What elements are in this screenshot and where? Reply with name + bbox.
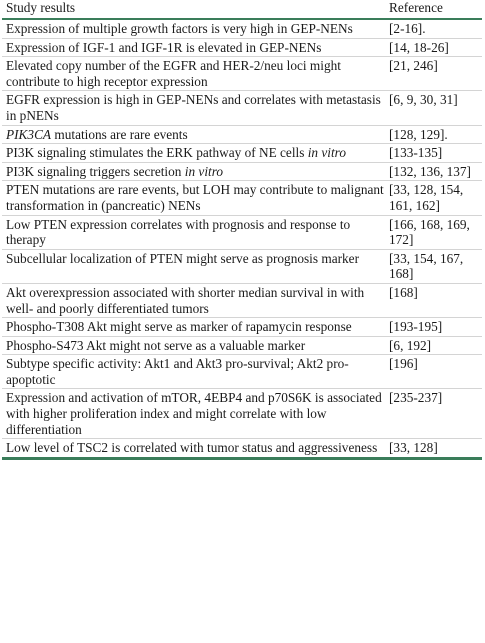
table-row bbox=[2, 38, 482, 57]
reference-cell: [6, 192] bbox=[387, 336, 482, 355]
result-cell: Subtype specific activity: Akt1 and Akt3 pro-survival; Akt2 pro-apoptotic bbox=[2, 355, 387, 389]
header-reference: Reference bbox=[387, 0, 482, 19]
reference-cell: [21, 246] bbox=[387, 57, 482, 91]
in-vitro-text: in vitro bbox=[184, 163, 224, 179]
reference-cell: [196] bbox=[387, 355, 482, 389]
reference-cell: [6, 9, 30, 31] bbox=[387, 91, 482, 125]
reference-cell: [166, 168, 169, 172] bbox=[387, 215, 482, 249]
result-cell: PTEN mutations are rare events, but LOH may contribute to malignant transformation in (pancreatic) NENs bbox=[2, 181, 387, 215]
result-cell: Expression of multiple growth factors is very high in GEP-NENs bbox=[2, 19, 387, 38]
result-cell: Phospho-T308 Akt might serve as marker of rapamycin response bbox=[2, 318, 387, 337]
table-row bbox=[2, 389, 482, 439]
table-row bbox=[2, 439, 482, 459]
result-text: PI3K signaling triggers secretion bbox=[6, 163, 185, 179]
reference-cell: [168] bbox=[387, 283, 482, 317]
table-row bbox=[2, 57, 482, 91]
results-table-container bbox=[2, 0, 482, 460]
table-header-row bbox=[2, 0, 482, 19]
result-cell: Expression and activation of mTOR, 4EBP4 and p70S6K is associated with higher proliferation index and might correlate with low differentiation bbox=[2, 389, 387, 439]
table-row bbox=[2, 336, 482, 355]
reference-cell: [33, 154, 167, 168] bbox=[387, 249, 482, 283]
result-cell: Subcellular localization of PTEN might serve as prognosis marker bbox=[2, 249, 387, 283]
result-cell: Phospho-S473 Akt might not serve as a valuable marker bbox=[2, 336, 387, 355]
study-results-table bbox=[2, 0, 482, 460]
result-text: mutations are rare events bbox=[51, 126, 188, 142]
reference-cell: [33, 128] bbox=[387, 439, 482, 459]
result-cell: Low level of TSC2 is correlated with tumor status and aggressiveness bbox=[2, 439, 387, 459]
result-cell bbox=[2, 125, 387, 144]
reference-cell: [128, 129]. bbox=[387, 125, 482, 144]
table-row bbox=[2, 283, 482, 317]
result-cell bbox=[2, 144, 387, 163]
table-row bbox=[2, 19, 482, 38]
gene-name: PIK3CA bbox=[6, 126, 52, 142]
result-cell: Low PTEN expression correlates with prognosis and response to therapy bbox=[2, 215, 387, 249]
reference-cell: [33, 128, 154, 161, 162] bbox=[387, 181, 482, 215]
result-text: PI3K signaling stimulates the ERK pathway of NE cells bbox=[6, 145, 308, 161]
result-cell bbox=[2, 162, 387, 181]
reference-cell: [132, 136, 137] bbox=[387, 162, 482, 181]
result-cell: EGFR expression is high in GEP-NENs and correlates with metastasis in pNENs bbox=[2, 91, 387, 125]
reference-cell: [14, 18-26] bbox=[387, 38, 482, 57]
table-row bbox=[2, 249, 482, 283]
table-row bbox=[2, 355, 482, 389]
table-row bbox=[2, 144, 482, 163]
table-row bbox=[2, 215, 482, 249]
reference-cell: [193-195] bbox=[387, 318, 482, 337]
result-cell: Akt overexpression associated with shorter median survival in with well- and poorly differentiated tumors bbox=[2, 283, 387, 317]
header-study-results: Study results bbox=[2, 0, 387, 19]
reference-cell: [133-135] bbox=[387, 144, 482, 163]
table-row bbox=[2, 181, 482, 215]
reference-cell: [235-237] bbox=[387, 389, 482, 439]
table-row bbox=[2, 318, 482, 337]
in-vitro-text: in vitro bbox=[307, 145, 347, 161]
table-row bbox=[2, 91, 482, 125]
reference-cell: [2-16]. bbox=[387, 19, 482, 38]
table-row bbox=[2, 125, 482, 144]
table-row bbox=[2, 162, 482, 181]
result-cell: Elevated copy number of the EGFR and HER-2/neu loci might contribute to high receptor expression bbox=[2, 57, 387, 91]
result-cell: Expression of IGF-1 and IGF-1R is elevated in GEP-NENs bbox=[2, 38, 387, 57]
